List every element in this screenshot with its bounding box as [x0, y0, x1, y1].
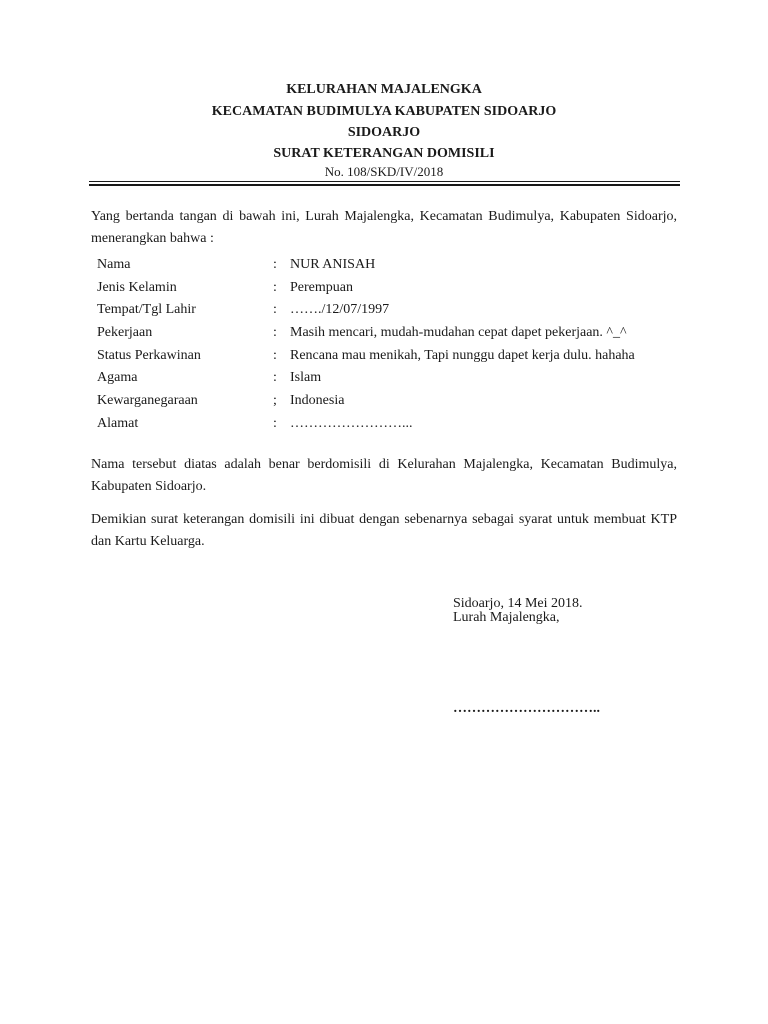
field-row-gender — [97, 277, 677, 300]
document-title: SURAT KETERANGAN DOMISILI — [273, 146, 495, 161]
field-value: Masih mencari, mudah-mudahan cepat dapet pekerjaan. ^_^ — [290, 325, 627, 341]
field-separator: : — [273, 257, 277, 272]
purpose-paragraph: Demikian surat keterangan domisili ini dibuat dengan sebenarnya sebagai syarat untuk membuat KTP dan Kartu Keluarga. — [91, 512, 677, 549]
field-row-occupation — [97, 322, 677, 345]
field-separator: ; — [273, 393, 277, 409]
signature-line: ………………………….. — [453, 701, 600, 716]
field-label: Tempat/Tgl Lahir — [97, 302, 196, 318]
field-value: ……………………... — [290, 415, 413, 431]
field-value: ……./12/07/1997 — [290, 302, 390, 318]
header-divider-thin — [89, 181, 680, 182]
field-separator: : — [273, 279, 277, 295]
letterhead-city: SIDOARJO — [347, 125, 421, 140]
field-value: Rencana mau menikah, Tapi nunggu dapet kerja dulu. hahaha — [290, 347, 635, 363]
field-separator: : — [273, 415, 277, 431]
letterhead-district: KECAMATAN BUDIMULYA KABUPATEN SIDOARJO — [211, 104, 557, 119]
field-label: Jenis Kelamin — [97, 279, 177, 295]
letterhead-village: KELURAHAN MAJALENGKA — [286, 82, 482, 97]
field-row-address — [97, 413, 677, 436]
field-row-religion — [97, 367, 677, 390]
signature-place-date: Sidoarjo, 14 Mei 2018. — [453, 596, 583, 611]
field-value: Indonesia — [290, 393, 345, 409]
field-separator: : — [273, 325, 277, 341]
field-row-citizenship — [97, 390, 677, 413]
field-label: Nama — [97, 257, 131, 272]
letter-number: No. 108/SKD/IV/2018 — [324, 164, 444, 179]
header-divider-thick — [89, 184, 680, 186]
field-separator: : — [273, 302, 277, 318]
field-separator: : — [273, 347, 277, 363]
signature-title: Lurah Majalengka, — [453, 610, 560, 625]
field-label: Pekerjaan — [97, 325, 153, 341]
field-row-name — [97, 254, 677, 277]
field-separator: : — [273, 370, 277, 386]
domicile-statement-paragraph: Nama tersebut diatas adalah benar berdomisili di Kelurahan Majalengka, Kecamatan Budimulya, Kabupaten Sidoarjo. — [91, 457, 677, 494]
intro-paragraph: Yang bertanda tangan di bawah ini, Lurah Majalengka, Kecamatan Budimulya, Kabupaten Sidoarjo, menerangkan bahwa : — [91, 209, 677, 246]
field-value: Islam — [290, 370, 322, 386]
field-label: Status Perkawinan — [97, 347, 201, 363]
field-value: Perempuan — [290, 279, 353, 295]
field-row-birth — [97, 299, 677, 322]
field-value: NUR ANISAH — [290, 257, 376, 272]
field-label: Kewarganegaraan — [97, 393, 198, 409]
identity-fields — [97, 254, 677, 436]
field-row-marital-status — [97, 345, 677, 368]
field-label: Alamat — [97, 415, 139, 431]
field-label: Agama — [97, 370, 138, 386]
